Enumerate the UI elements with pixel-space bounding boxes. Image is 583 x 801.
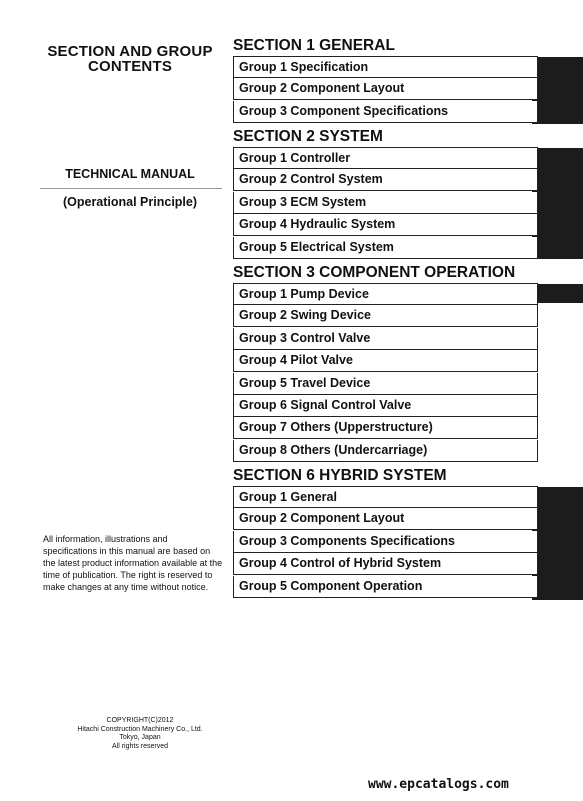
group-item[interactable]	[233, 283, 583, 305]
section-1	[233, 37, 583, 123]
group-label[interactable]: Group 1 Pump Device	[233, 283, 538, 305]
group-label[interactable]: Group 2 Swing Device	[233, 305, 538, 327]
operational-principle-label: (Operational Principle)	[62, 195, 198, 209]
group-item[interactable]	[233, 78, 583, 100]
copyright-block	[40, 717, 240, 751]
group-label[interactable]: Group 8 Others (Undercarriage)	[233, 440, 538, 462]
group-label[interactable]: Group 2 Control System	[233, 169, 538, 191]
group-label[interactable]: Group 5 Component Operation	[233, 576, 538, 598]
group-item[interactable]	[233, 192, 583, 214]
group-item[interactable]	[233, 328, 583, 350]
group-item[interactable]	[233, 147, 583, 169]
divider	[40, 188, 222, 189]
group-label[interactable]: Group 3 Components Specifications	[233, 531, 538, 553]
group-item[interactable]	[233, 56, 583, 78]
group-item[interactable]	[233, 553, 583, 575]
group-item[interactable]	[233, 508, 583, 530]
section-6	[233, 467, 583, 598]
group-item[interactable]	[233, 350, 583, 372]
group-label[interactable]: Group 6 Signal Control Valve	[233, 395, 538, 417]
group-label[interactable]: Group 2 Component Layout	[233, 78, 538, 100]
group-label[interactable]: Group 1 Specification	[233, 56, 538, 78]
group-label[interactable]: Group 5 Travel Device	[233, 373, 538, 395]
section-title: SECTION 3 COMPONENT OPERATION	[233, 264, 516, 281]
group-item[interactable]	[233, 237, 583, 259]
group-item[interactable]	[233, 169, 583, 191]
section-title: SECTION 6 HYBRID SYSTEM	[233, 467, 447, 484]
group-label[interactable]: Group 3 Control Valve	[233, 328, 538, 350]
contents-heading-line2: CONTENTS	[87, 58, 173, 75]
group-label[interactable]: Group 1 General	[233, 486, 538, 508]
contents-heading	[40, 44, 220, 74]
group-label[interactable]: Group 4 Pilot Valve	[233, 350, 538, 372]
technical-manual-label: TECHNICAL MANUAL	[65, 167, 195, 181]
copyright-line: Tokyo, Japan	[119, 734, 161, 741]
group-label[interactable]: Group 1 Controller	[233, 147, 538, 169]
copyright-line: COPYRIGHT(C)2012	[106, 717, 174, 724]
section-3	[233, 264, 583, 462]
group-label[interactable]: Group 5 Electrical System	[233, 237, 538, 259]
group-label[interactable]: Group 4 Control of Hybrid System	[233, 553, 538, 575]
group-item[interactable]	[233, 440, 583, 462]
copyright-line: All rights reserved	[111, 742, 169, 750]
group-item[interactable]	[233, 373, 583, 395]
group-item[interactable]	[233, 214, 583, 236]
group-item[interactable]	[233, 576, 583, 598]
group-item[interactable]	[233, 531, 583, 553]
contents-heading-line1: SECTION AND GROUP	[47, 43, 213, 60]
section-title: SECTION 1 GENERAL	[233, 37, 395, 54]
group-item[interactable]	[233, 395, 583, 417]
group-item[interactable]	[233, 486, 583, 508]
group-label[interactable]: Group 7 Others (Upperstructure)	[233, 417, 538, 439]
group-item[interactable]	[233, 305, 583, 327]
disclaimer-text: All information, illustrations and specifications in this manual are based on the latest product information available at the time of publication. The right is reserved to make changes at any time without notice.	[43, 534, 223, 592]
section-title: SECTION 2 SYSTEM	[233, 128, 383, 145]
group-label[interactable]: Group 3 Component Specifications	[233, 101, 538, 123]
group-item[interactable]	[233, 417, 583, 439]
section-2	[233, 128, 583, 259]
copyright-line: Hitachi Construction Machinery Co., Ltd.	[77, 725, 203, 733]
group-label[interactable]: Group 2 Component Layout	[233, 508, 538, 530]
group-label[interactable]: Group 4 Hydraulic System	[233, 214, 538, 236]
group-label[interactable]: Group 3 ECM System	[233, 192, 538, 214]
watermark: www.epcatalogs.com	[368, 777, 509, 792]
group-item[interactable]	[233, 101, 583, 123]
